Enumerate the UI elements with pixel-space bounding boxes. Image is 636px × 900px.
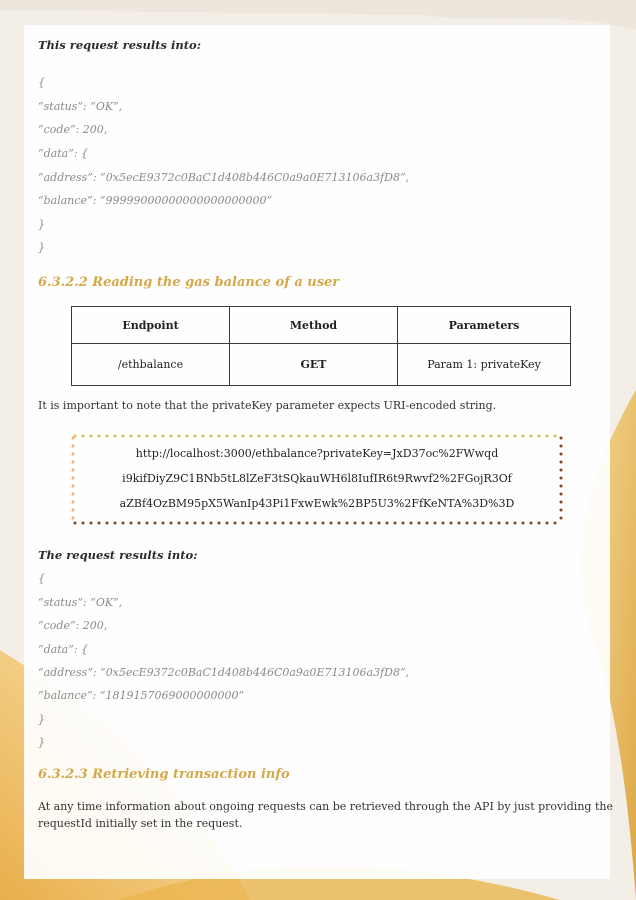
section-heading: 6.3.2.3 Retrieving transaction info: [38, 767, 290, 782]
table-header-endpoint: Endpoint: [72, 307, 230, 344]
endpoint-table: [71, 306, 571, 386]
code-line: }: [38, 713, 45, 726]
result-label: The request results into:: [38, 548, 198, 562]
table-cell-method: GET: [230, 344, 398, 386]
url-text-line: http://localhost:3000/ethbalance?privateKey=JxD37oc%2FWwqd: [135, 447, 499, 460]
code-line: “code”: 200,: [38, 123, 108, 136]
table-header-method: Method: [230, 307, 398, 344]
code-line: }: [38, 736, 45, 749]
code-line: “status”: “OK”,: [38, 100, 123, 113]
table-cell-endpoint: /ethbalance: [72, 344, 230, 386]
code-line: “balance”: “1819157069000000000”: [38, 689, 245, 702]
code-line: {: [38, 76, 45, 89]
url-text-line: i9kifDiyZ9C1BNb5tL8lZeF3tSQkauWH6l8IufIR6t9Rwvf2%2FGojR3Of: [122, 472, 512, 485]
paragraph-line: requestId initially set in the request.: [38, 817, 243, 830]
code-line: “data”: {: [38, 147, 89, 160]
code-line: “status”: “OK”,: [38, 596, 123, 609]
code-line: “balance”: “99999000000000000000000”: [38, 194, 273, 207]
code-line: }: [38, 241, 45, 254]
url-box: [71, 434, 563, 525]
code-line: “address”: “0x5ecE9372c0BaC1d408b446C0a9a0E713106a3fD8”,: [38, 171, 410, 184]
code-line: “data”: {: [38, 643, 89, 656]
table-header-parameters: Parameters: [398, 307, 571, 344]
document-page: [24, 25, 613, 879]
table-cell-parameters: Param 1: privateKey: [398, 344, 571, 386]
code-line: }: [38, 218, 45, 231]
code-line: “code”: 200,: [38, 619, 108, 632]
url-text-line: aZBf4OzBM95pX5WanIp43Pi1FxwEwk%2BP5U3%2FfKeNTA%3D%3D: [119, 497, 515, 510]
section-heading: 6.3.2.2 Reading the gas balance of a user: [38, 275, 340, 290]
code-line: {: [38, 572, 45, 585]
paragraph-line: At any time information about ongoing requests can be retrieved through the API by just providing the: [38, 800, 613, 813]
code-line: “address”: “0x5ecE9372c0BaC1d408b446C0a9a0E713106a3fD8”,: [38, 666, 410, 679]
result-label: This request results into:: [38, 38, 201, 52]
table-header-row: [72, 307, 571, 344]
table-row: [72, 344, 571, 386]
note-text: It is important to note that the privateKey parameter expects URI-encoded string.: [38, 399, 497, 412]
